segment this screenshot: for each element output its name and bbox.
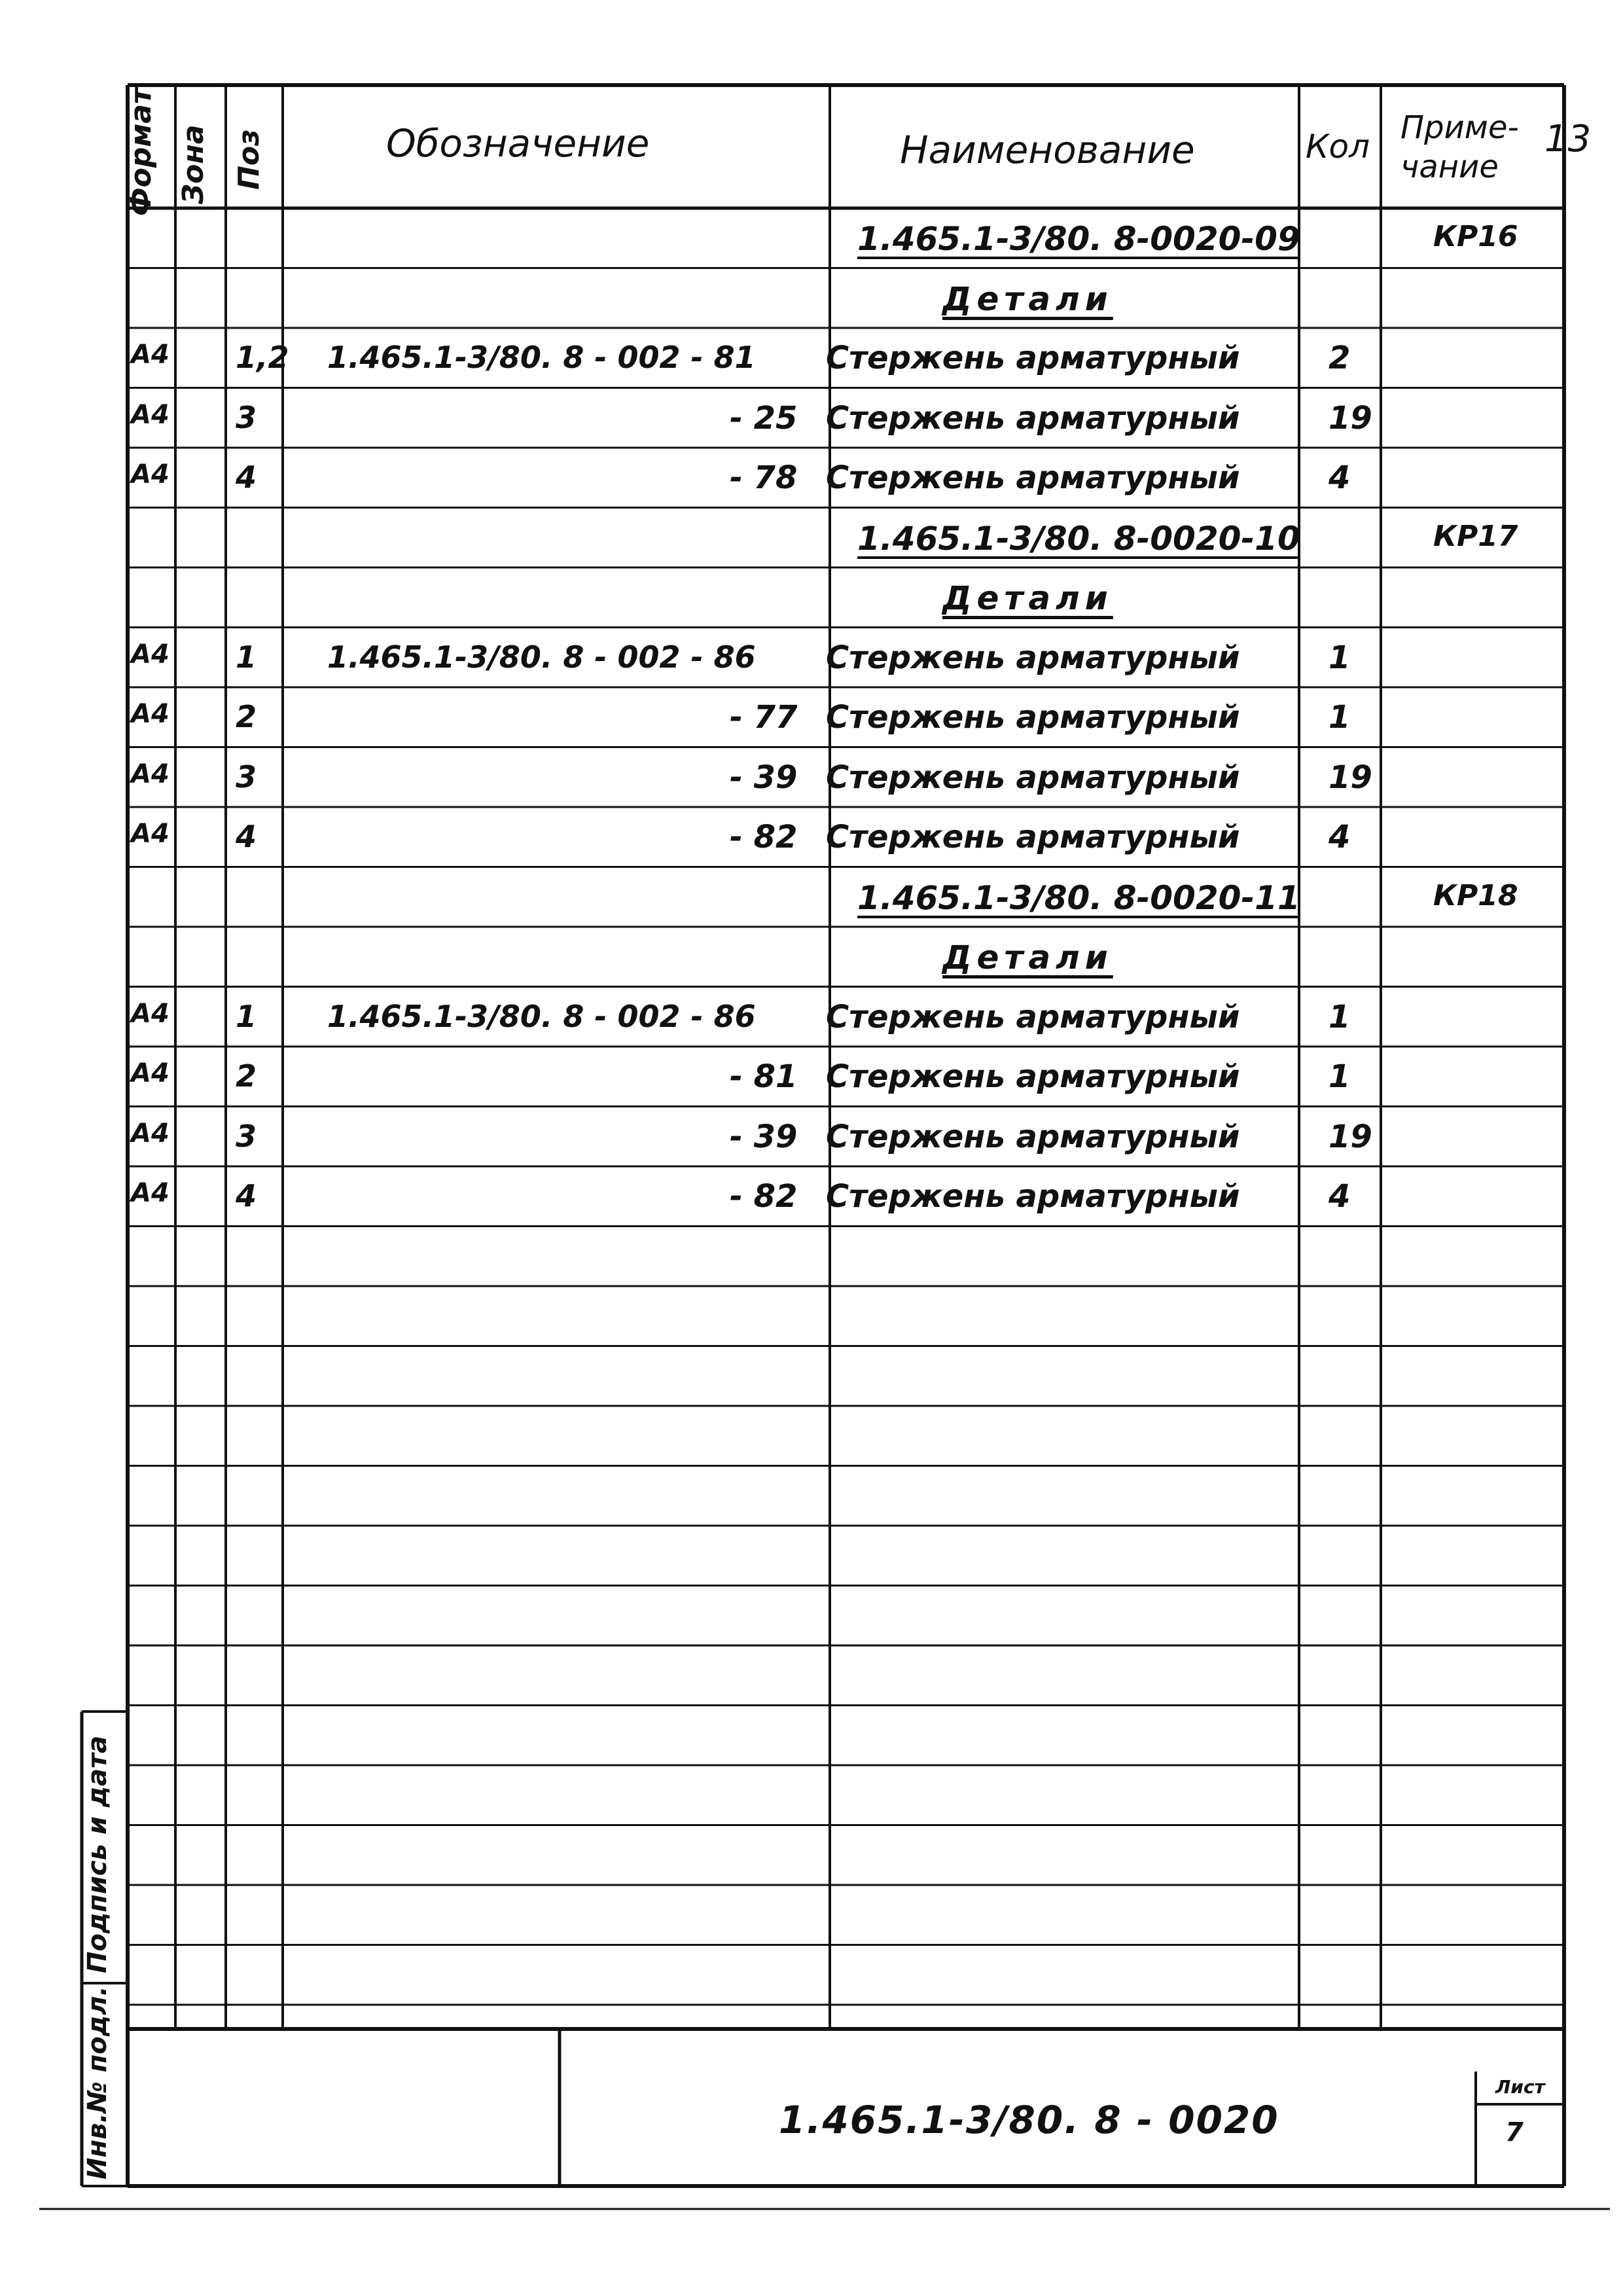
header-note-text: Приме- чание: [1400, 109, 1519, 185]
row-designation: - 82: [730, 819, 798, 855]
row-section-title: Детали: [942, 279, 1113, 318]
row-designation: - 25: [730, 399, 798, 437]
row-qty: 19: [1329, 759, 1372, 796]
row-section-title: Детали: [942, 939, 1113, 977]
row-pos: 4: [236, 1178, 257, 1213]
row-qty: 4: [1329, 1178, 1351, 1215]
row-designation: - 78: [730, 459, 798, 496]
row-qty: 4: [1329, 819, 1351, 855]
row-designation: - 39: [730, 1118, 798, 1155]
corner-mark: 13: [1544, 118, 1592, 160]
header-pos: Поз: [232, 129, 266, 190]
row-section-title: Детали: [942, 579, 1113, 617]
row-document-number: 1.465.1-3/80. 8-0020-10: [857, 519, 1300, 558]
row-format: А4: [131, 459, 169, 490]
row-qty: 1: [1329, 998, 1351, 1035]
row-format: А4: [131, 1058, 169, 1088]
row-pos: 4: [236, 459, 257, 495]
header-note: [1400, 108, 1519, 187]
row-pos: 1,2: [236, 340, 289, 375]
row-name: Стержень арматурный: [826, 1118, 1240, 1155]
row-designation: - 39: [730, 759, 798, 796]
row-designation: - 82: [730, 1178, 798, 1215]
row-document-number: 1.465.1-3/80. 8-0020-09: [857, 220, 1300, 258]
row-name: Стержень арматурный: [826, 1178, 1240, 1215]
row-name: Стержень арматурный: [826, 699, 1240, 736]
row-name: Стержень арматурный: [826, 459, 1240, 496]
row-pos: 1: [236, 998, 257, 1034]
row-qty: 1: [1329, 699, 1351, 736]
row-name: Стержень арматурный: [826, 998, 1240, 1035]
row-format: А4: [131, 998, 169, 1029]
row-name: Стержень арматурный: [826, 340, 1240, 376]
row-note: КР17: [1433, 519, 1518, 553]
row-document-number: 1.465.1-3/80. 8-0020-11: [857, 878, 1300, 917]
row-name: Стержень арматурный: [826, 399, 1240, 437]
header-format: Формат: [124, 87, 158, 216]
row-qty: 4: [1329, 459, 1351, 496]
row-pos: 3: [236, 1118, 257, 1154]
document-number: 1.465.1-3/80. 8 - 0020: [779, 2098, 1279, 2142]
row-pos: 3: [236, 399, 257, 435]
sheet-label: Лист: [1495, 2076, 1545, 2098]
row-designation: 1.465.1-3/80. 8 - 002 - 86: [327, 998, 756, 1034]
row-designation: - 81: [730, 1058, 798, 1095]
row-format: А4: [131, 1118, 169, 1149]
sheet-number: 7: [1505, 2117, 1524, 2147]
row-note: КР16: [1433, 220, 1518, 253]
row-designation: - 77: [730, 699, 798, 736]
header-zone: Зона: [177, 124, 210, 204]
row-format: А4: [131, 759, 169, 789]
row-pos: 4: [236, 819, 257, 854]
row-pos: 3: [236, 759, 257, 795]
row-pos: 2: [236, 699, 257, 734]
row-pos: 1: [236, 639, 257, 675]
row-name: Стержень арматурный: [826, 819, 1240, 855]
row-pos: 2: [236, 1058, 257, 1094]
side-signature-date: Подпись и дата: [82, 1735, 113, 1973]
row-name: Стержень арматурный: [826, 1058, 1240, 1095]
row-qty: 1: [1329, 1058, 1351, 1095]
header-designation: Обозначение: [386, 121, 650, 166]
header-qty: Кол: [1306, 128, 1370, 166]
row-format: А4: [131, 399, 169, 430]
row-format: А4: [131, 699, 169, 729]
row-format: А4: [131, 639, 169, 670]
row-format: А4: [131, 819, 169, 849]
row-format: А4: [131, 1178, 169, 1208]
header-name: Наименование: [900, 128, 1195, 172]
row-format: А4: [131, 340, 169, 370]
row-qty: 19: [1329, 399, 1372, 437]
row-note: КР18: [1433, 878, 1518, 912]
row-designation: 1.465.1-3/80. 8 - 002 - 86: [327, 639, 756, 675]
row-name: Стержень арматурный: [826, 759, 1240, 796]
row-qty: 1: [1329, 639, 1351, 676]
row-qty: 19: [1329, 1118, 1372, 1155]
side-inv-no: Инв.№ подл.: [82, 1986, 113, 2179]
row-designation: 1.465.1-3/80. 8 - 002 - 81: [327, 340, 756, 375]
row-qty: 2: [1329, 340, 1351, 376]
row-name: Стержень арматурный: [826, 639, 1240, 676]
